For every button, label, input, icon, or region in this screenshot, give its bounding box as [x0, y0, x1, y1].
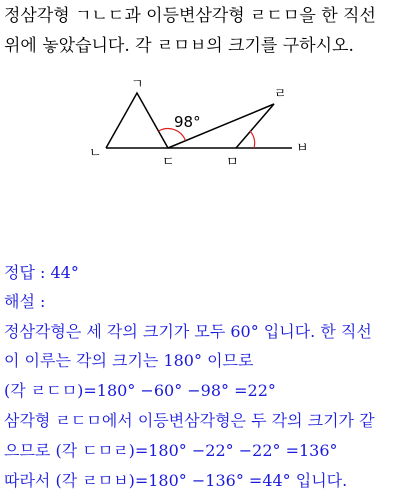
label-b: ㅂ: [296, 141, 309, 156]
equilateral-triangle: [106, 93, 168, 148]
label-g: ㄱ: [131, 77, 144, 92]
triangle-figure: [70, 72, 320, 172]
angle-label-98: 98°: [174, 113, 201, 131]
label-r: ㄹ: [274, 87, 287, 102]
answer-line: 정답 : 44°: [4, 263, 79, 282]
question-line-1: 정삼각형 ㄱㄴㄷ과 이등변삼각형 ㄹㄷㅁ을 한 직선: [4, 6, 376, 26]
explanation-line-5: 으므로 (각 ㄷㅁㄹ)=180° −22° −22° =136°: [4, 441, 338, 460]
explanation-line-4: 삼각형 ㄹㄷㅁ에서 이등변삼각형은 두 각의 크기가 같: [4, 411, 375, 430]
explanation-line-3: (각 ㄹㄷㅁ)=180° −60° −98° =22°: [4, 381, 276, 400]
explanation-line-1: 정삼각형은 세 각의 크기가 모두 60° 입니다. 한 직선: [4, 322, 372, 341]
explanation-label: 해설 :: [4, 292, 46, 311]
angle-arc-m: [250, 131, 255, 148]
label-n: ㄴ: [89, 146, 102, 161]
label-d: ㄷ: [162, 155, 175, 170]
explanation-line-6: 따라서 (각 ㄹㅁㅂ)=180° −136° =44° 입니다.: [4, 471, 348, 490]
question-line-2: 위에 놓았습니다. 각 ㄹㅁㅂ의 크기를 구하시오.: [4, 36, 354, 56]
explanation-line-2: 이 이루는 각의 크기는 180° 이므로: [4, 351, 254, 370]
label-m: ㅁ: [226, 155, 239, 170]
